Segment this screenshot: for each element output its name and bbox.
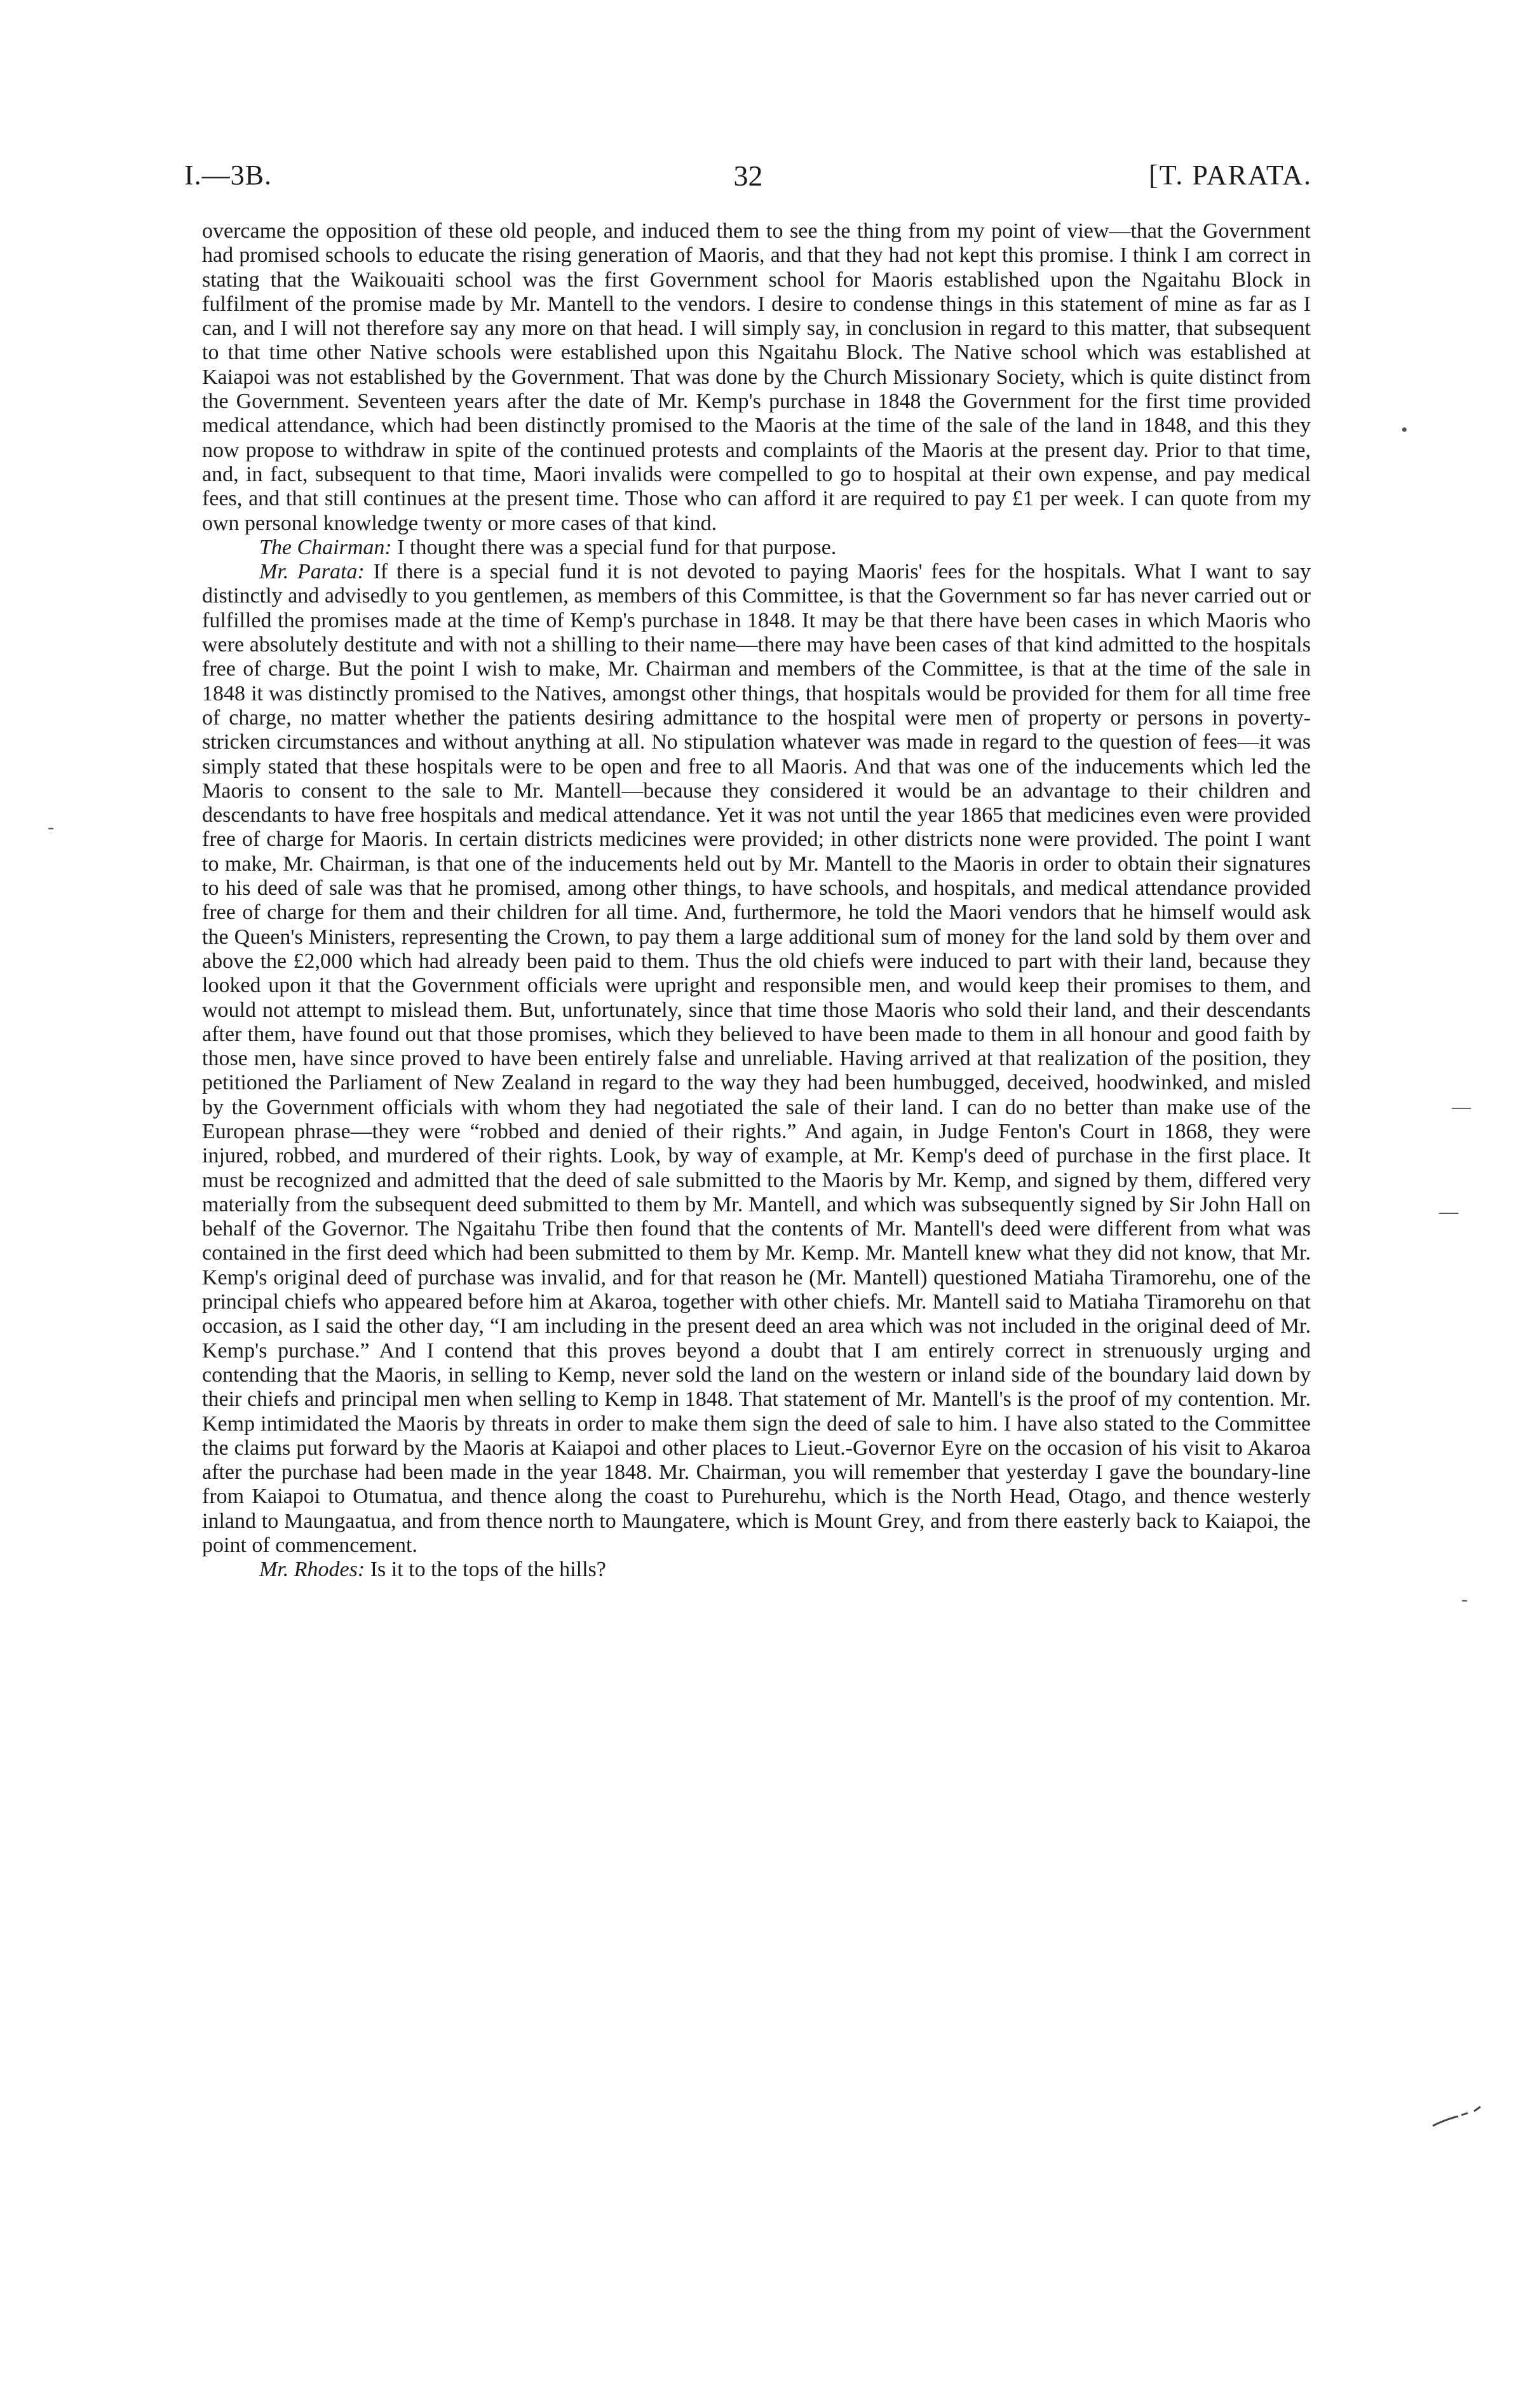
speaker-name: Mr. Parata:: [259, 560, 365, 584]
page-number: 32: [733, 160, 763, 192]
margin-dash: —: [1452, 1096, 1471, 1117]
margin-speck: -: [48, 817, 54, 838]
paragraph-continued: [202, 219, 1311, 536]
margin-pencil-mark: [1430, 2097, 1487, 2135]
page-body: [202, 219, 1311, 1582]
paragraph-text: I thought there was a special fund for that purpose.: [397, 535, 837, 559]
paragraph-text: overcame the opposition of these old people, and induced them to see the thing from my point of view—that the Government had promised schools to educate the rising generation of Maoris, and that they had not kept this promise. I think I am correct in stating that the Waikouaiti school was the first Government school for Maoris established upon the Ngaitahu Block in fulfilment of the promise made by Mr. Mantell to the vendors. I desire to condense things in this statement of mine as far as I can, and I will not therefore say any more on that head. I will simply say, in conclusion in regard to this matter, that subsequent to that time other Native schools were established upon this Ngaitahu Block. The Native school which was established at Kaiapoi was not established by the Government. That was done by the Church Missionary Society, which is quite distinct from the Government. Seventeen years after the date of Mr. Kemp's purchase in 1848 the Government for the first time provided medical attendance, which had been distinctly promised to the Maoris at the time of the sale of the land in 1848, and this they now propose to withdraw in spite of the continued protests and complaints of the Maoris at the present day. Prior to that time, and, in fact, subsequent to that time, Maori invalids were compelled to go to hospital at their own expense, and pay medical fees, and that still continues at the present time. Those who can afford it are required to pay £1 per week. I can quote from my own personal knowledge twenty or more cases of that kind.: [202, 219, 1311, 535]
speaker-name: Mr. Rhodes:: [259, 1558, 365, 1582]
margin-dash: -: [1461, 1589, 1468, 1610]
margin-speck: •: [1401, 419, 1408, 440]
page-header: [184, 159, 1312, 203]
paragraph-text: Is it to the tops of the hills?: [370, 1558, 606, 1582]
witness-name: [T. PARATA.: [1149, 160, 1312, 191]
margin-dash: —: [1439, 1201, 1458, 1222]
paragraph-text: If there is a special fund it is not devoted to paying Maoris' fees for the hospitals. What I want to say distinctly and advisedly to you gentlemen, as members of this Committee, is that the Government so far has never carried out or fulfilled the promises made at the time of Kemp's purchase in 1848. It may be that there have been cases in which Maoris who were absolutely destitute and with not a shilling to their name—there may have been cases of that kind admitted to the hospitals free of charge. But the point I wish to make, Mr. Chairman and members of the Committee, is that at the time of the sale in 1848 it was distinctly promised to the Natives, amongst other things, that hospitals would be provided for them for all time free of charge, no matter whether the patients desiring admittance to the hospital were men of property or persons in poverty-stricken circumstances and without anything at all. No stipulation whatever was made in regard to the question of fees—it was simply stated that these hospitals were to be open and free to all Maoris. And that was one of the inducements which led the Maoris to consent to the sale to Mr. Mantell—because they considered it would be an advantage to their children and descendants to have free hospitals and medical attendance. Yet it was not until the year 1865 that medicines even were provided free of charge for Maoris. In certain districts medicines were provided; in other districts none were provided. The point I want to make, Mr. Chairman, is that one of the inducements held out by Mr. Mantell to the Maoris in order to obtain their signatures to his deed of sale was that he promised, among other things, to have schools, and hospitals, and medical attendance provided free of charge for them and their children for all time. And, furthermore, he told the Maori vendors that he himself would ask the Queen's Ministers, representing the Crown, to pay them a large additional sum of money for the land sold by them over and above the £2,000 which had already been paid to them. Thus the old chiefs were induced to part with their land, because they looked upon it that the Government officials were upright and responsible men, and would keep their promises to them, and would not attempt to mislead them. But, unfortunately, since that time those Maoris who sold their land, and their descendants after them, have found out that those promises, which they believed to have been made to them in all honour and good faith by those men, have since proved to have been entirely false and unreliable. Having arrived at that realization of the position, they petitioned the Parliament of New Zealand in regard to the way they had been humbugged, deceived, hoodwinked, and misled by the Government officials with whom they had negotiated the sale of their land. I can do no better than make use of the European phrase—they were “robbed and denied of their rights.” And again, in Judge Fenton's Court in 1868, they were injured, robbed, and murdered of their rights. Look, by way of example, at Mr. Kemp's deed of purchase in the first place. It must be recognized and admitted that the deed of sale submitted to the Maoris by Mr. Kemp, and signed by them, differed very materially from the subsequent deed submitted to them by Mr. Mantell, and which was subsequently signed by Sir John Hall on behalf of the Governor. The Ngaitahu Tribe then found that the contents of Mr. Mantell's deed were different from what was contained in the first deed which had been submitted to them by Mr. Kemp. Mr. Mantell knew what they did not know, that Mr. Kemp's original deed of purchase was invalid, and for that reason he (Mr. Mantell) questioned Matiaha Tiramorehu, one of the principal chiefs who appeared before him at Akaroa, together with other chiefs. Mr. Mantell said to Matiaha Tiramorehu on that occasion, as I said the other day, “I am including in the present deed an area which was not included in the original deed of Mr. Kemp's purchase.” And I contend that this proves beyond a doubt that I am entirely correct in strenuously urging and contending that the Maoris, in selling to Kemp, never sold the land on the western or inland side of the boundary laid down by their chiefs and principal men when selling to Kemp in 1848. That statement of Mr. Mantell's is the proof of my contention. Mr. Kemp intimidated the Maoris by threats in order to make them sign the deed of sale to him. I have also stated to the Committee the claims put forward by the Maoris at Kaiapoi and other places to Lieut.-Governor Eyre on the occasion of his visit to Akaroa after the purchase had been made in the year 1848. Mr. Chairman, you will remember that yesterday I gave the boundary-line from Kaiapoi to Otumatua, and thence along the coast to Purehurehu, which is the North Head, Otago, and thence westerly inland to Maungaatua, and from thence north to Maungatere, which is Mount Grey, and from there easterly back to Kaiapoi, the point of commencement.: [202, 560, 1311, 1558]
paragraph-parata: [202, 560, 1311, 1558]
paragraph-chairman: [202, 536, 1311, 560]
document-reference: I.—3B.: [184, 160, 272, 191]
paragraph-rhodes: [202, 1558, 1311, 1582]
speaker-name: The Chairman:: [259, 535, 392, 559]
